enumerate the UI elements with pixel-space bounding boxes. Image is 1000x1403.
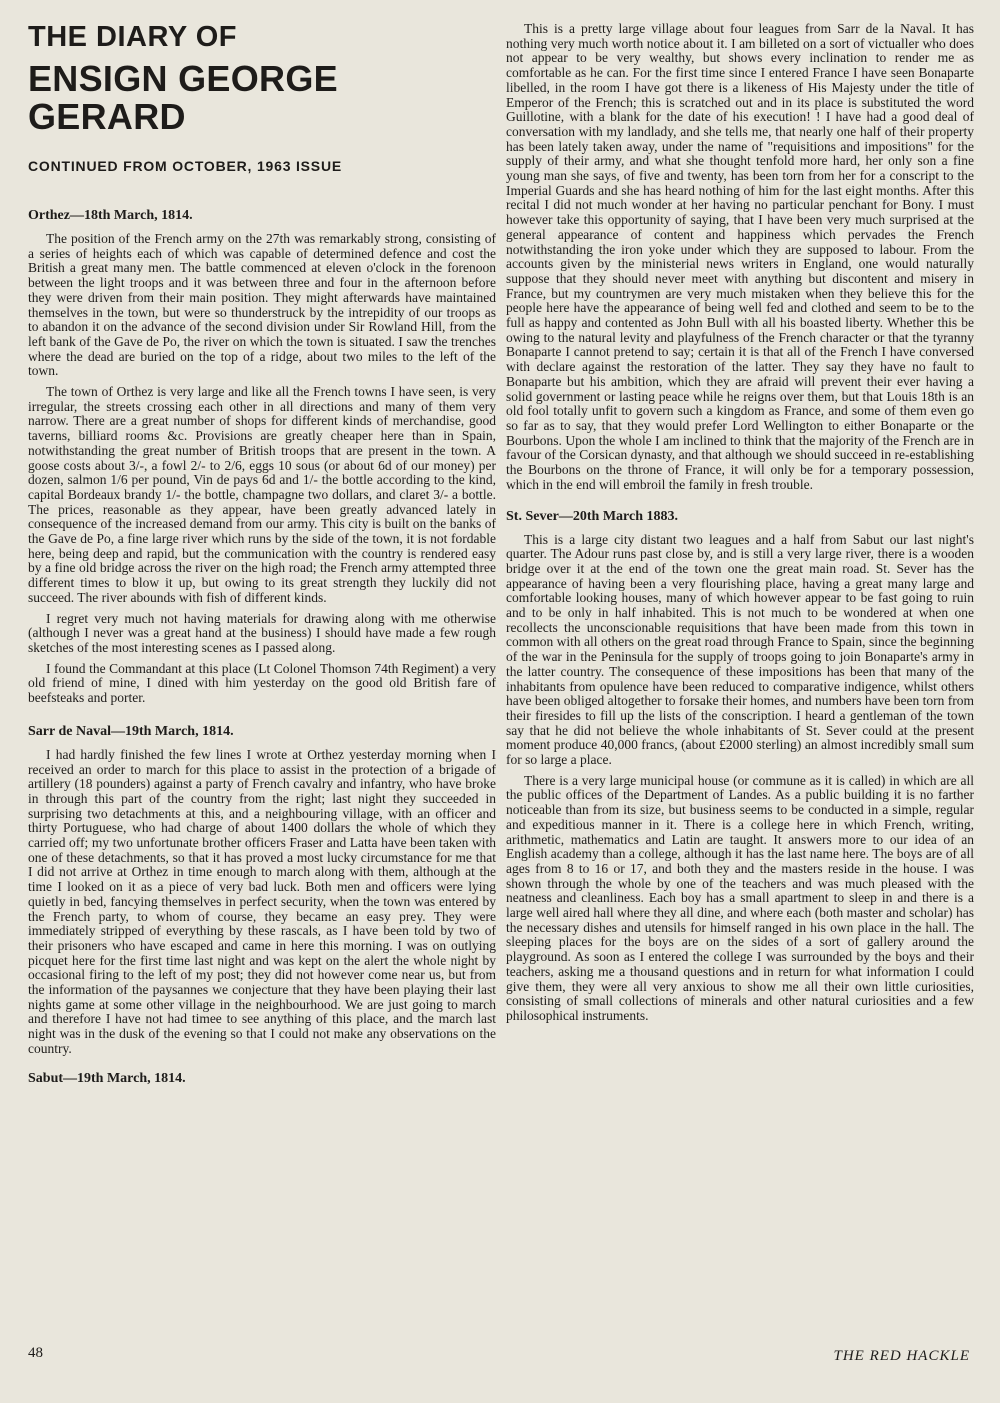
- section-heading: Orthez—18th March, 1814.: [28, 208, 193, 223]
- paragraph: This is a large city distant two leagues and a half from Sabut our last night's quarter. The Adour runs past close by, and is still a very large river, there is a wooden bridge over it at the end of the town one the great main road. St. Sever has the appearance of having been a very flourishing place, having a great many large and comfortable looking houses, many of which however appear to be fast going to ruin and to be only in half inhabited. This is not much to be wondered at when one recollects the unconscionable requisitions that have been made from this town in common with all others on the great road through France to Spain, since the beginning of the war in the Peninsula for the supply of troops going to join Bonaparte's army in the latter country. The consequence of these impositions has been that many of the inhabitants from opulence have been reduced to comparative indigence, whilst others have been obliged altogether to forsake their homes, and numbers have been torn from their firesides to fill up the lists of the conscription. I heard a gentleman of the town say that he did not believe the whole inhabitants of St. Sever could at the present moment produce 40,000 francs, (about £2000 sterling) an almost incredibly small sum for so large a place.: [506, 531, 974, 768]
- right-column: [506, 22, 974, 1030]
- paragraph: I found the Commandant at this place (Lt Colonel Thomson 74th Regiment) a very old friend of mine, I dined with him yesterday on the good old British fare of beefsteaks and porter.: [28, 660, 496, 706]
- section-heading: St. Sever—20th March 1883.: [506, 508, 678, 524]
- paragraph: This is a pretty large village about four leagues from Sarr de la Naval. It has nothing very much worth notice about it. I am billeted on a sort of victualler who does not appear to be very wealthy, but shows every inclination to render me as comfortable as he can. For the first time since I entered France I have seen Bonaparte libelled, in the room I have got there is a likeness of His Majesty under the title of Emperor of the French; this is scratched out and in its place is substituted the word Guillotine, with a blank for the date of his execution! ! I have had a good deal of conversation with my landlady, and she tells me, that nearly one half of their property has been lately taken away, under the name of "requisitions and impositions" for the supply of their army, and what she thought tenfold more hard, her only son a fine young man she says, of five and twenty, has been torn from her for a conscript to the Imperial Guards and she has heard nothing of him for the last eight months. After this recital I did not much wonder at her having no particular penchant for Bony. I must however take this opportunity of saying, that I have been very much surprised at the general appearance of content and happiness which pervades the French notwithstanding the iron yoke under which they are supposed to labour. From the accounts given by the ministerial news writers in England, one would naturally suppose that they should never meet with anything but discontent and misery in France, but my countrymen are very much mistaken when they believe this for the people here have the appearance of being well fed and clothed and seem to be to the full as happy and contented as John Bull with all his boasted liberty. Whether this be owing to the natural levity and playfulness of the French character or that the tyranny Bonaparte I cannot pretend to say; certain it is that all of the French I have conversed with declare against the restoration of the latter. They say they have no fault to Bonaparte but his ambition, which they are afraid will prevent their ever having a solid government or lasting peace while he reigns over them, but that Louis 18th is an old fool totally unfit to govern such a kingdom as France, and some of them even go so far as to say, that they would prefer Lord Wellington to either Bonaparte or the Bourbons. Upon the whole I am inclined to think that the majority of the French are in favour of the Corsican dynasty, and that although we should succeed in re-establishing the Bourbons on the throne of France, it will only be for a temporary possession, which in the end will embroil the family in fresh trouble.: [506, 21, 974, 492]
- section-st-sever: [506, 509, 974, 1024]
- section-sabut-text: [506, 22, 974, 493]
- page-number: 48: [28, 1345, 43, 1361]
- section-sabut: [28, 1071, 496, 1087]
- section-heading: Sarr de Naval—19th March, 1814.: [28, 723, 234, 739]
- left-column: [28, 22, 496, 1095]
- paragraph: I regret very much not having materials for drawing along with me otherwise (although I never was a great hand at the business) I should have made a few rough sketches of the most interesting scenes as I passed along.: [28, 610, 496, 655]
- section-sarr-de-naval: [28, 724, 496, 1057]
- article-title-line1: THE DIARY OF: [28, 21, 238, 53]
- paragraph: There is a very large municipal house (or commune as it is called) in which are all the public offices of the Department of Landes. As a public building it is no farther noticeable than from its size, but business seems to be conducted in a simple, regular and expeditious manner in it. There is a college here in which French, writing, arithmetic, mathematics and Latin are taught. It answers more to our idea of an English academy than a college, although it has the last name here. The boys are of all ages from 8 to 16 or 17, and both they and the masters reside in the house. I was shown through the whole by one of the teachers and was much pleased with the neatness and cleanliness. Each boy has a small apartment to sleep in and there is a large well aired hall where they all dine, and where each (both master and scholar) has the necessary dishes and utensils for himself ranged in his own place in the hall. The sleeping places for the boys are on the sides of a sort of gallery around the playground. As soon as I entered the college I was surrounded by the boys and their teachers, asking me a thousand questions and in return for what information I could give them, they were all very anxious to show me all their own little curiosities, consisting of small collections of minerals and other natural curiosities and a few philosophical instruments.: [506, 772, 974, 1023]
- paragraph: The town of Orthez is very large and like all the French towns I have seen, is very irregular, the streets crossing each other in all directions and many of them very narrow. There are a great number of shops for different kinds of merchandise, good taverns, billiard rooms &c. Provisions are greatly cheaper here than in Spain, notwithstanding the great number of British troops that are present in the town. A goose costs about 3/-, a fowl 2/- to 2/6, eggs 10 sous (or about 6d of our money) per dozen, salmon 1/6 per pound, Vin de pays 6d and 1/- the bottle according to the kind, capital Bordeaux brandy 1/- the bottle, champagne two dollars, and claret 3/- a bottle. The prices, reasonable as they appear, have been greatly advanced lately in consequence of the increased demand from our army. This city is built on the banks of the Gave de Po, a fine large river which runs by the side of the town, it is not fordable here, being deep and rapid, but the communication with the country is rendered easy by a fine old bridge across the river on the high road; the French army attempted three different times to blow it up, but owing to its great strength they luckily did not succeed. The river abounds with fish of different kinds.: [28, 384, 496, 605]
- article-title-line2: ENSIGN GEORGE GERARD: [28, 58, 338, 137]
- paragraph: I had hardly finished the few lines I wrote at Orthez yesterday morning when I received an order to march for this place to assist in the protection of a brigade of artillery (18 pounders) against a party of French cavalry and infantry, who have broke in through this part of the country from the right; last night they succeeded in surprising two detachments at this, and a neighbouring village, with an officer and thirty Portuguese, who had charge of about 1400 dollars the whole of which they carried off; my two unfortunate brother officers Fraser and Latta have been taken with one of these detachments, so that it has proved a most lucky circumstance for me that I did not arrive at Orthez in time enough to march along with them, although at the time I looked on it as a piece of very bad luck. Both men and officers were lying quietly in bed, fancying themselves in perfect security, when the town was entered by the French party, to whom of course, they became an easy prey. They were immediately stripped of everything by these rascals, as I have been told by two of their prisoners who have escaped and came in here this morning. I was on outlying picquet here for the first time last night and was kept on the alert the whole night by occasional firing to the left of my post; they did not however come near us, but from the information of the paysannes we conjecture that they have been playing their last nights game at some other village in the neighbourhood. We are just going to march and therefore I have not had timee to see anything of this place, and the march last night was in the dusk of the evening so that I could not make any observations on the country.: [28, 746, 496, 1056]
- section-orthez: [28, 208, 496, 706]
- section-heading: Sabut—19th March, 1814.: [28, 1070, 186, 1086]
- paragraph: The position of the French army on the 27th was remarkably strong, consisting of a series of heights each of which was capable of determined defence and cost the British a great many men. The battle commenced at eleven o'clock in the forenoon between the light troops and it was between three and four in the afternoon before they were driven from their main position. They might afterwards have maintained themselves in the town, but were so thunderstruck by the intrepidity of our troops as to abandon it on the advance of the second division under Sir Rowland Hill, from the left bank of the Gave de Po, the river on which the town is situated. I saw the trenches where the dead are buried on the top of a ridge, about two miles to the left of the town.: [28, 231, 496, 379]
- article-subtitle: CONTINUED FROM OCTOBER, 1963 ISSUE: [28, 158, 342, 174]
- magazine-name: THE RED HACKLE: [833, 1348, 970, 1364]
